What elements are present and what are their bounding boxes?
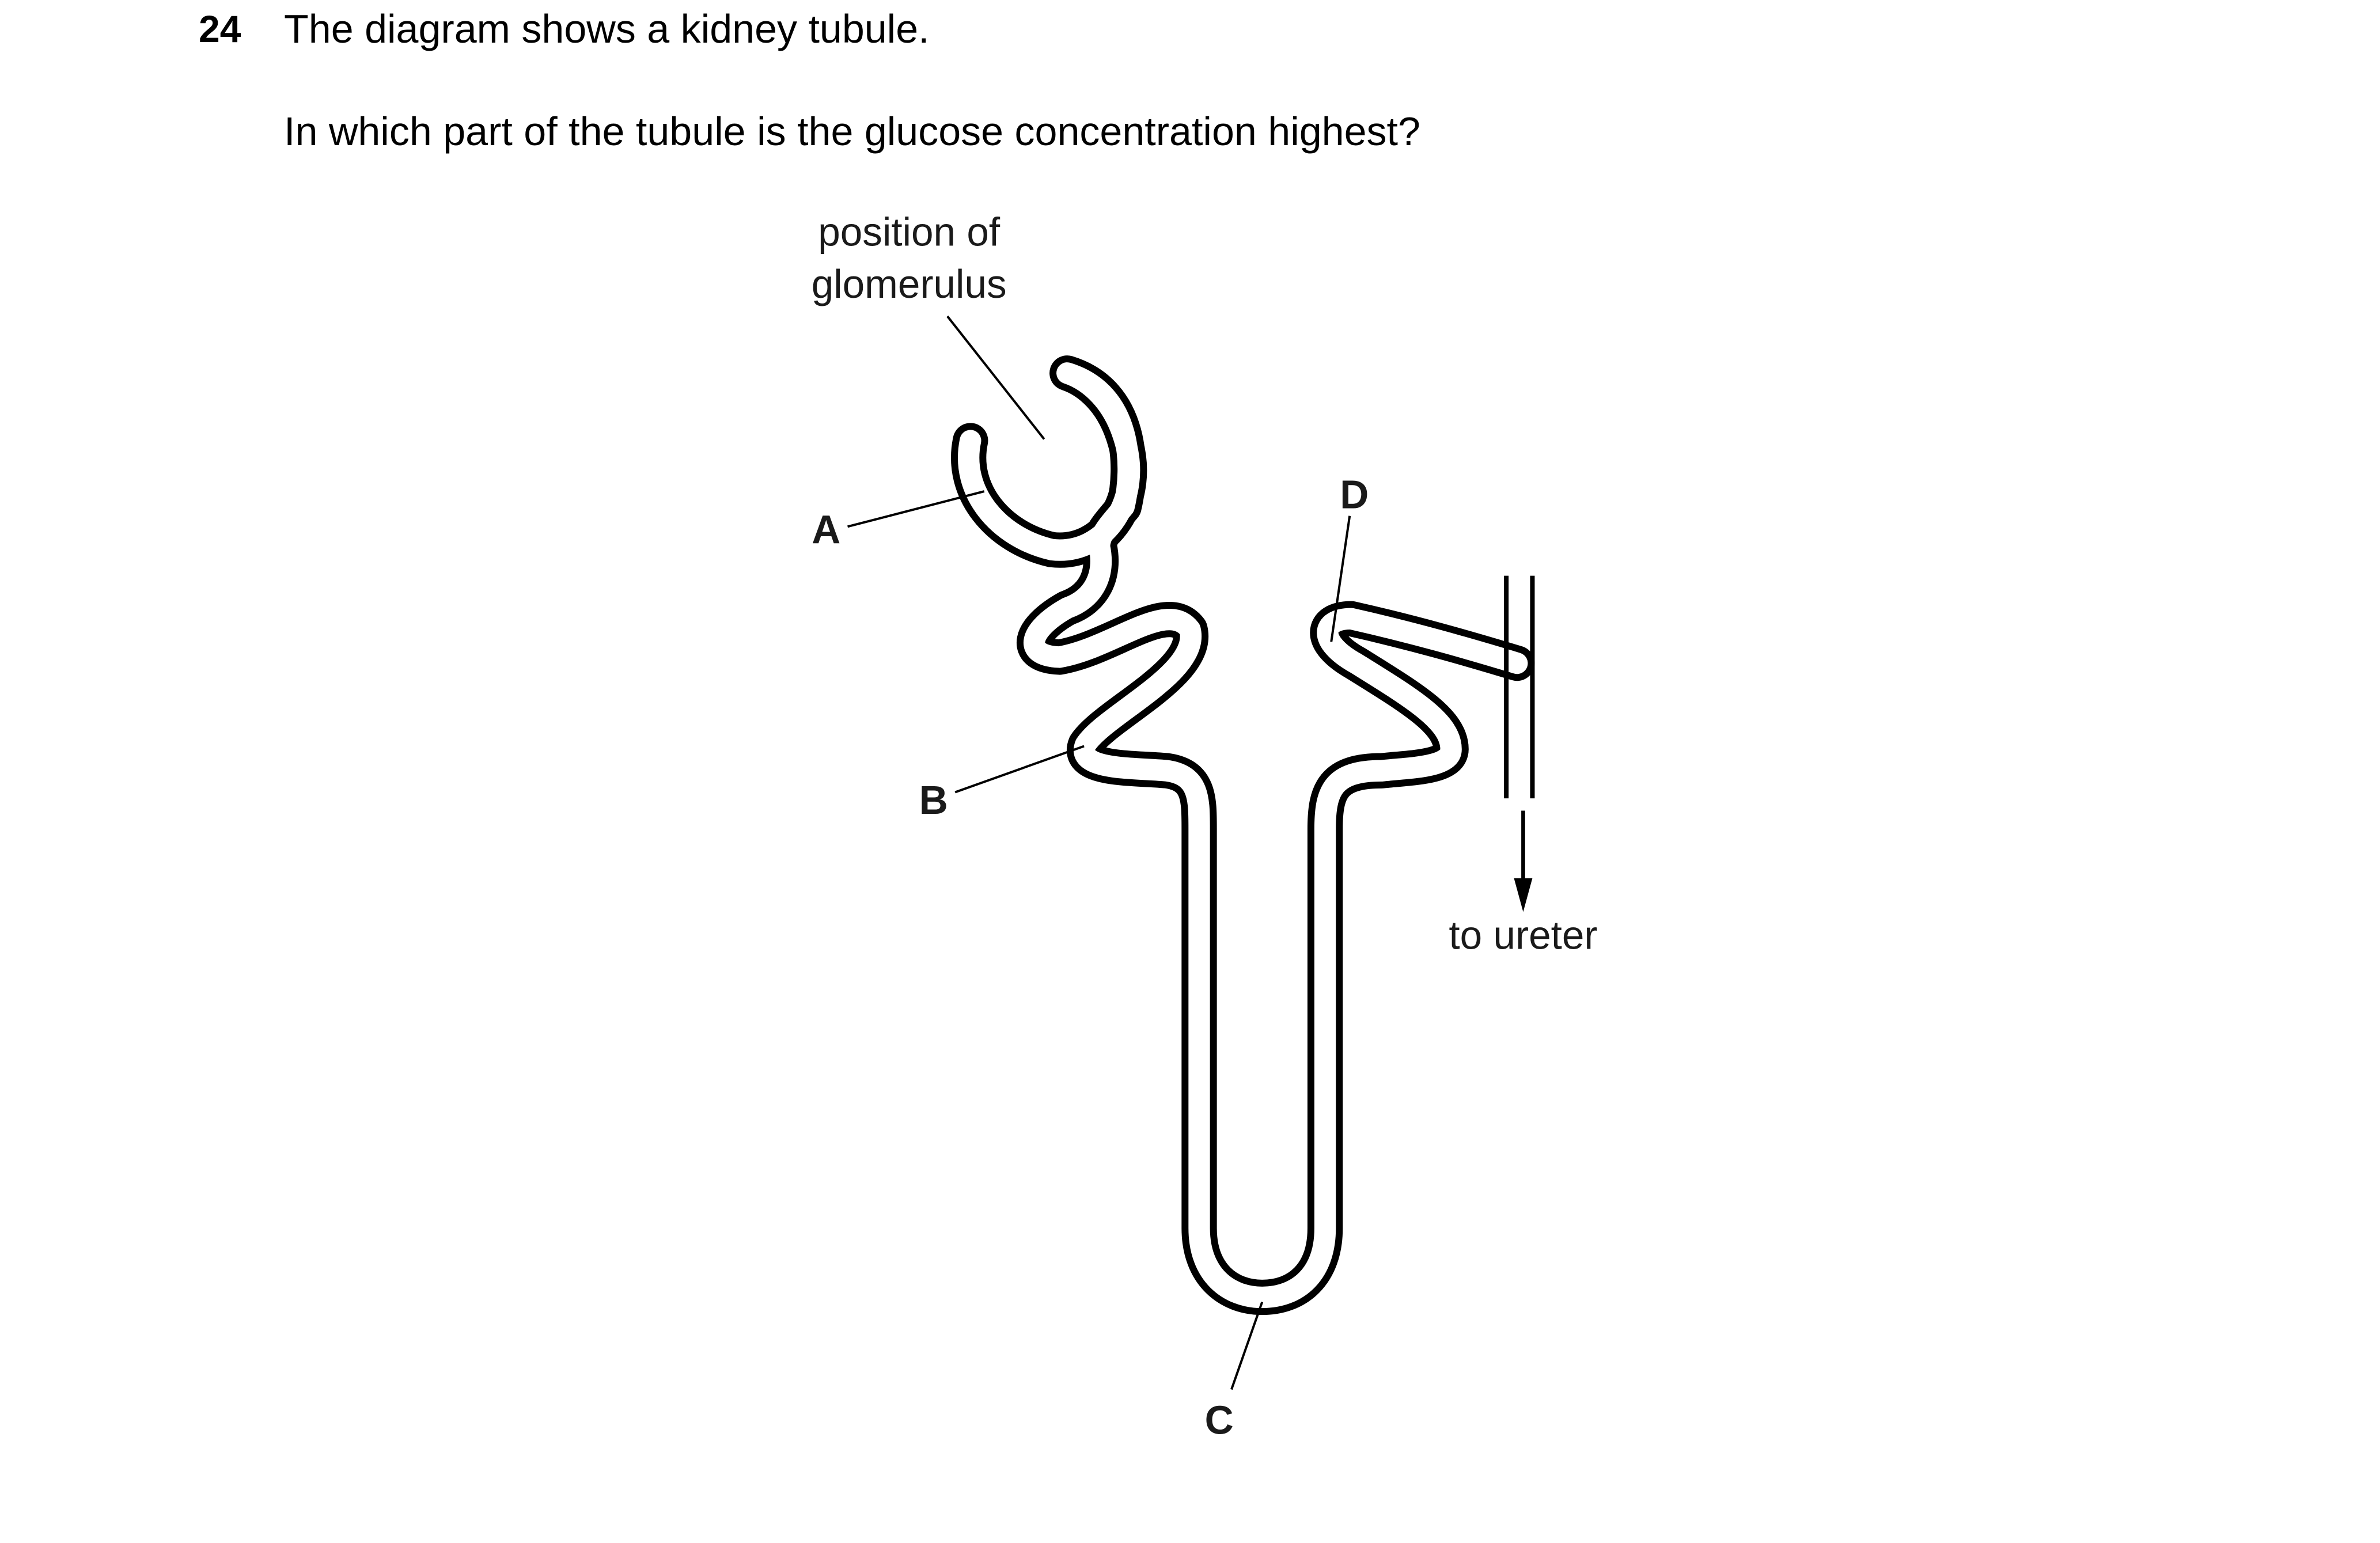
ureter-label: to ureter <box>1449 912 1598 958</box>
kidney-tubule <box>969 373 1517 1298</box>
question-number: 24 <box>199 7 241 50</box>
question-prompt: In which part of the tubule is the glucose concentration highest? <box>284 109 1420 154</box>
leader-line-glomerulus <box>948 316 1044 439</box>
label-b: B <box>919 777 948 822</box>
label-a: A <box>812 507 841 552</box>
leader-line-a <box>848 491 984 526</box>
leader-line-b <box>955 746 1084 793</box>
glomerulus-label-line1: position of <box>818 209 1000 255</box>
leader-line-c <box>1231 1302 1262 1389</box>
glomerulus-label-line2: glomerulus <box>811 261 1007 307</box>
leader-lines <box>848 316 1350 1389</box>
ureter-arrow <box>1514 810 1532 912</box>
collecting-duct <box>1506 576 1532 799</box>
label-c: C <box>1204 1397 1234 1443</box>
label-d: D <box>1340 472 1369 517</box>
question-stem: The diagram shows a kidney tubule. <box>284 6 930 51</box>
